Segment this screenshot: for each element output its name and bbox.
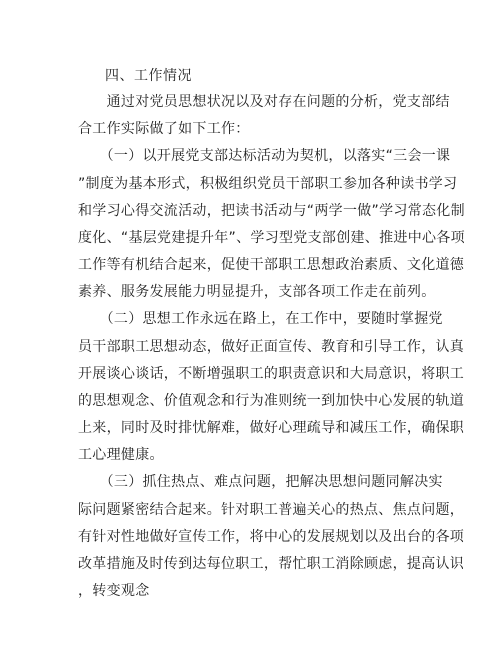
text-line: 度化、“基层党建提升年”、学习型党支部创建、推进中心各项 xyxy=(78,230,465,246)
text-line: 和学习心得交流活动，把读书活动与“两学一做”学习常态化制 xyxy=(78,203,465,219)
text-line: （二）思想工作永远在路上，在工作中，要随时掌握党 xyxy=(78,311,443,327)
text-line: 有针对性地做好宣传工作，将中心的发展规划以及出台的各项 xyxy=(78,529,465,545)
text-line: 的思想观念、价值观念和行为准则统一到加快中心发展的轨道 xyxy=(78,393,465,409)
text-line: ”制度为基本形式，积极组织党员干部职工参加各种读书学习 xyxy=(78,176,458,192)
text-line: 合工作实际做了如下工作： xyxy=(78,121,250,137)
text-line: （三）抓住热点、难点问题，把解决思想问题同解决实 xyxy=(78,474,443,490)
text-line: 员干部职工思想动态，做好正面宣传、教育和引导工作，认真 xyxy=(78,339,465,355)
section-heading: 四、工作情况 xyxy=(105,68,192,84)
text-line: 工作等有机结合起来，促使干部职工思想政治素质、文化道德 xyxy=(78,257,465,273)
text-line: ，转变观念 xyxy=(78,583,150,599)
text-line: 上来，同时及时排忧解难，做好心理疏导和减压工作，确保职 xyxy=(78,420,465,436)
text-line: 工心理健康。 xyxy=(78,447,164,463)
text-line: 开展谈心谈话，不断增强职工的职责意识和大局意识，将职工 xyxy=(78,366,465,382)
text-line: 改革措施及时传到达每位职工，帮忙职工消除顾虑，提高认识 xyxy=(78,556,465,572)
text-line: 通过对党员思想状况以及对存在问题的分析，党支部结 xyxy=(78,94,450,110)
text-line: 际问题紧密结合起来。针对职工普遍关心的热点、焦点问题， xyxy=(78,502,465,518)
text-line: 素养、服务发展能力明显提升，支部各项工作走在前列。 xyxy=(78,284,436,300)
text-line: （一）以开展党支部达标活动为契机，以落实“三会一课 xyxy=(78,148,451,164)
